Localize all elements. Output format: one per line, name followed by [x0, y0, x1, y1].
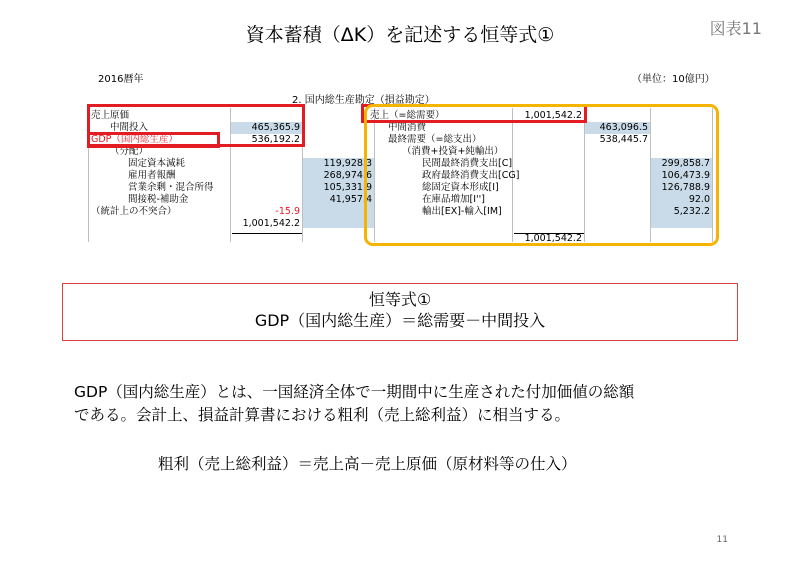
- slide-title: 資本蓄積（ΔK）を記述する恒等式①: [245, 24, 555, 46]
- demand-item-label: 政府最終消費支出[CG]: [422, 170, 520, 181]
- demand-item-label: 輸出[EX]-輸入[IM]: [422, 206, 502, 217]
- distribution-item-label: 固定資本減耗: [128, 158, 186, 169]
- sales-label: 売上（=総需要）: [370, 110, 445, 121]
- demand-item-value: 126,788.9: [661, 182, 710, 193]
- intermediate-consumption-label: 中間消費: [388, 122, 427, 133]
- right-total-value: 1,001,542.2: [524, 233, 582, 244]
- paragraph-line-1: GDP（国内総生産）とは、一国経済全体で一期間中に生産された付加価値の総額: [74, 383, 635, 401]
- distribution-item-value: 268,974.6: [323, 170, 372, 181]
- left-total-value: 1,001,542.2: [242, 218, 300, 229]
- identity-title: 恒等式①: [368, 290, 432, 309]
- sales-value: 1,001,542.2: [524, 110, 582, 121]
- demand-item-value: 299,858.7: [661, 158, 710, 169]
- page-number: 11: [716, 535, 728, 545]
- gross-profit-formula: 粗利（売上総利益）＝売上高－売上原価（原材料等の仕入）: [158, 455, 577, 473]
- total-underline-left: [232, 233, 302, 234]
- final-demand-value: 538,445.7: [599, 134, 648, 145]
- intermediate-input-label: 中間投入: [110, 122, 149, 133]
- final-demand-label: 最終需要（=総支出）: [388, 134, 482, 145]
- discrepancy-value: -15.9: [275, 206, 300, 217]
- red-highlight-box: [87, 132, 220, 148]
- demand-item-label: 民間最終消費支出[C]: [422, 158, 513, 169]
- demand-item-label: 総固定資本形成[I]: [422, 182, 499, 193]
- distribution-item-value: 41,957.4: [329, 194, 372, 205]
- distribution-item-value: 105,331.9: [323, 182, 372, 193]
- identity-equation: GDP（国内総生産）＝総需要－中間投入: [254, 311, 546, 330]
- unit-label: （単位：10億円）: [632, 74, 715, 85]
- year-label: 2016暦年: [98, 74, 144, 85]
- intermediate-input-value: 465,365.9: [251, 122, 300, 133]
- demand-item-value: 106,473.9: [661, 170, 710, 181]
- distribution-label: （分配）: [110, 146, 149, 157]
- demand-item-label: 在庫品増加[I'']: [422, 194, 485, 205]
- distribution-item-value: 119,928.3: [323, 158, 372, 169]
- gdp-value: 536,192.2: [251, 134, 300, 145]
- demand-breakdown-label: （消費+投資+純輸出）: [402, 146, 504, 157]
- figure-label: 図表11: [709, 19, 762, 38]
- cost-of-sales-label: 売上原価: [91, 110, 130, 121]
- identity-box: [62, 283, 738, 341]
- intermediate-consumption-value: 463,096.5: [599, 122, 648, 133]
- distribution-item-label: 間接税-補助金: [128, 194, 189, 205]
- demand-item-value: 92.0: [688, 194, 710, 205]
- distribution-item-label: 雇用者報酬: [128, 170, 176, 181]
- discrepancy-label: （統計上の不突合）: [91, 206, 177, 217]
- table-title: 2. 国内総生産勘定（損益勘定）: [292, 95, 435, 106]
- distribution-item-label: 営業余剰・混合所得: [128, 182, 214, 193]
- orange-highlight-box: [364, 104, 719, 246]
- paragraph-line-2: である。会計上、損益計算書における粗利（売上総利益）に相当する。: [74, 406, 571, 424]
- gdp-label: GDP（国内総生産）: [91, 134, 178, 145]
- demand-item-value: 5,232.2: [673, 206, 710, 217]
